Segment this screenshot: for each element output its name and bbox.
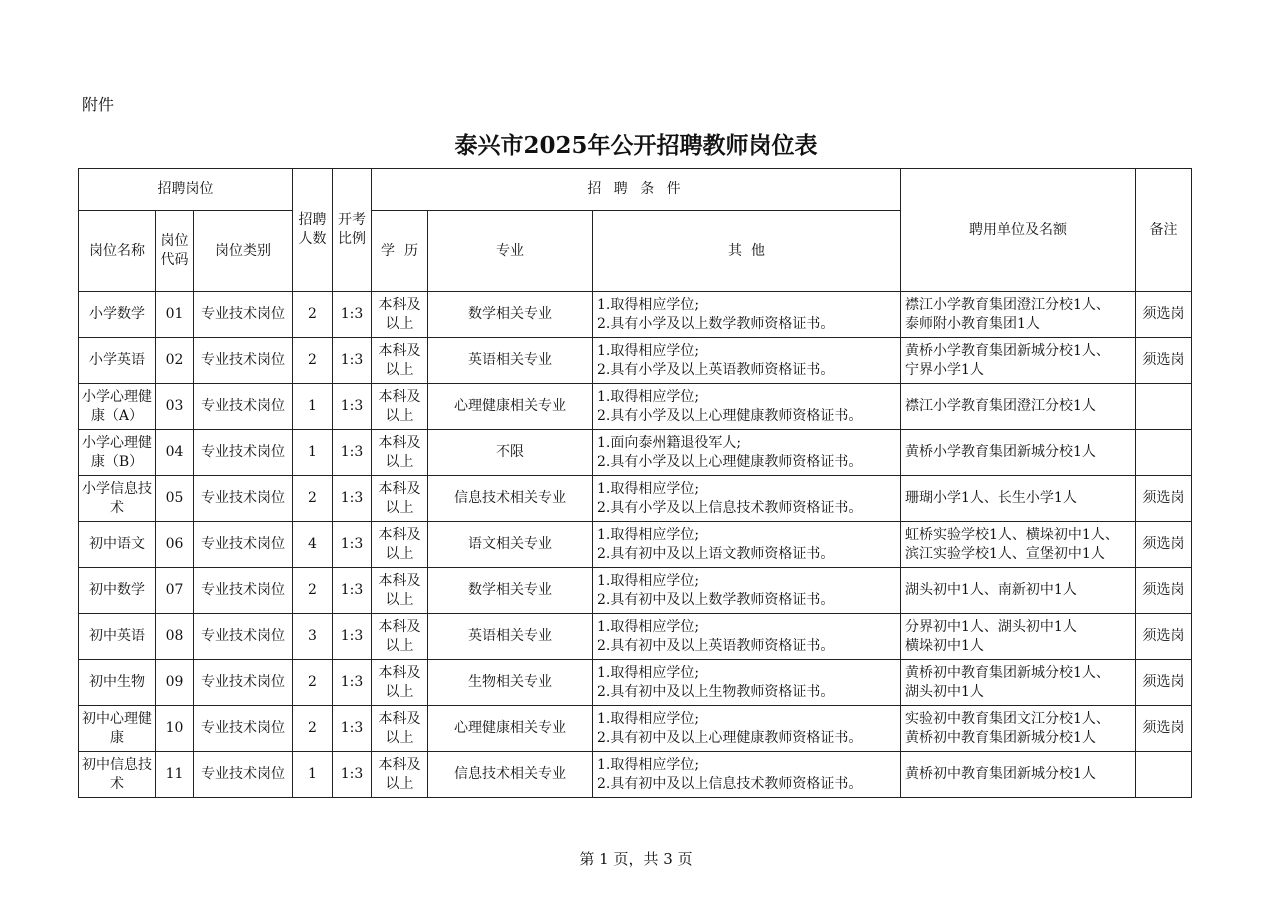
other-condition-line-2: 2.具有小学及以上心理健康教师资格证书。 xyxy=(597,407,863,424)
positions-table xyxy=(78,168,1192,798)
position-name-cell: 初中信息技术 xyxy=(79,752,156,798)
exam-ratio-cell: 1:3 xyxy=(333,660,372,706)
position-type-cell: 专业技术岗位 xyxy=(194,706,293,752)
other-condition-line-2: 2.具有初中及以上心理健康教师资格证书。 xyxy=(597,729,863,746)
other-conditions-cell xyxy=(593,522,901,568)
position-name-cell: 小学数学 xyxy=(79,292,156,338)
table-row xyxy=(79,660,1192,706)
hire-count-cell: 2 xyxy=(293,338,333,384)
employer-line-1: 黄桥小学教育集团新城分校1人 xyxy=(905,444,1096,460)
other-condition-line-2: 2.具有小学及以上英语教师资格证书。 xyxy=(597,361,835,378)
table-row xyxy=(79,430,1192,476)
employer-line-2: 横垛初中1人 xyxy=(905,637,984,654)
position-type-cell: 专业技术岗位 xyxy=(194,522,293,568)
other-condition-line-2: 2.具有小学及以上信息技术教师资格证书。 xyxy=(597,499,863,516)
remark-cell: 须选岗 xyxy=(1136,614,1192,660)
employer-line-1: 黄桥小学教育集团新城分校1人、 xyxy=(905,342,1110,359)
position-name-cell: 小学英语 xyxy=(79,338,156,384)
other-condition-line-2: 2.具有小学及以上数学教师资格证书。 xyxy=(597,315,835,332)
education-cell: 本科及以上 xyxy=(372,752,428,798)
position-name-cell: 初中生物 xyxy=(79,660,156,706)
hire-count-cell: 1 xyxy=(293,384,333,430)
other-conditions-cell xyxy=(593,384,901,430)
header-position-type: 岗位类别 xyxy=(194,211,293,292)
position-type-cell: 专业技术岗位 xyxy=(194,568,293,614)
table-row xyxy=(79,706,1192,752)
employer-cell xyxy=(901,706,1136,752)
remark-cell: 须选岗 xyxy=(1136,476,1192,522)
employer-cell xyxy=(901,568,1136,614)
exam-ratio-cell: 1:3 xyxy=(333,292,372,338)
hire-count-cell: 2 xyxy=(293,292,333,338)
position-name-cell: 初中心理健康 xyxy=(79,706,156,752)
education-cell: 本科及以上 xyxy=(372,476,428,522)
hire-count-cell: 2 xyxy=(293,660,333,706)
major-cell: 不限 xyxy=(428,430,593,476)
employer-line-1: 襟江小学教育集团澄江分校1人、 xyxy=(905,296,1110,313)
education-cell: 本科及以上 xyxy=(372,706,428,752)
other-condition-line-1: 1.取得相应学位; xyxy=(597,296,700,313)
major-cell: 心理健康相关专业 xyxy=(428,706,593,752)
education-cell: 本科及以上 xyxy=(372,338,428,384)
other-condition-line-2: 2.具有初中及以上数学教师资格证书。 xyxy=(597,591,835,608)
header-education: 学 历 xyxy=(372,211,428,292)
table-row xyxy=(79,338,1192,384)
header-remark: 备注 xyxy=(1136,169,1192,292)
employer-cell xyxy=(901,430,1136,476)
employer-line-1: 分界初中1人、湖头初中1人 xyxy=(905,618,1077,635)
other-condition-line-2: 2.具有小学及以上心理健康教师资格证书。 xyxy=(597,453,863,470)
education-cell: 本科及以上 xyxy=(372,292,428,338)
position-code-cell: 05 xyxy=(156,476,194,522)
page-title: 泰兴市2025年公开招聘教师岗位表 xyxy=(454,132,818,159)
table-row xyxy=(79,384,1192,430)
page-footer: 第 1 页，共 3 页 xyxy=(579,850,693,868)
position-type-cell: 专业技术岗位 xyxy=(194,614,293,660)
position-code-cell: 06 xyxy=(156,522,194,568)
table-row xyxy=(79,752,1192,798)
education-cell: 本科及以上 xyxy=(372,660,428,706)
header-employer: 聘用单位及名额 xyxy=(901,169,1136,292)
other-condition-line-1: 1.取得相应学位; xyxy=(597,342,700,359)
position-code-cell: 09 xyxy=(156,660,194,706)
employer-cell xyxy=(901,292,1136,338)
exam-ratio-cell: 1:3 xyxy=(333,568,372,614)
other-condition-line-1: 1.取得相应学位; xyxy=(597,756,700,773)
hire-count-cell: 1 xyxy=(293,752,333,798)
employer-cell xyxy=(901,338,1136,384)
other-condition-line-1: 1.取得相应学位; xyxy=(597,618,700,635)
employer-line-1: 珊瑚小学1人、长生小学1人 xyxy=(905,490,1077,506)
remark-cell: 须选岗 xyxy=(1136,660,1192,706)
position-name-cell: 小学心理健康（A） xyxy=(79,384,156,430)
remark-cell: 须选岗 xyxy=(1136,292,1192,338)
table-row xyxy=(79,292,1192,338)
employer-cell xyxy=(901,614,1136,660)
hire-count-cell: 2 xyxy=(293,706,333,752)
exam-ratio-cell: 1:3 xyxy=(333,706,372,752)
position-type-cell: 专业技术岗位 xyxy=(194,430,293,476)
other-condition-line-2: 2.具有初中及以上信息技术教师资格证书。 xyxy=(597,775,863,792)
position-type-cell: 专业技术岗位 xyxy=(194,660,293,706)
remark-cell xyxy=(1136,384,1192,430)
position-code-cell: 11 xyxy=(156,752,194,798)
hire-count-cell: 2 xyxy=(293,476,333,522)
employer-cell xyxy=(901,476,1136,522)
employer-line-2: 泰师附小教育集团1人 xyxy=(905,315,1040,332)
remark-cell xyxy=(1136,752,1192,798)
other-condition-line-1: 1.取得相应学位; xyxy=(597,388,700,405)
employer-cell xyxy=(901,384,1136,430)
major-cell: 心理健康相关专业 xyxy=(428,384,593,430)
employer-line-1: 襟江小学教育集团澄江分校1人 xyxy=(905,398,1096,414)
employer-line-2: 湖头初中1人 xyxy=(905,683,984,700)
employer-line-1: 黄桥初中教育集团新城分校1人 xyxy=(905,766,1096,782)
position-code-cell: 08 xyxy=(156,614,194,660)
other-condition-line-2: 2.具有初中及以上生物教师资格证书。 xyxy=(597,683,835,700)
position-type-cell: 专业技术岗位 xyxy=(194,752,293,798)
remark-cell: 须选岗 xyxy=(1136,568,1192,614)
table-row xyxy=(79,476,1192,522)
other-conditions-cell xyxy=(593,430,901,476)
position-type-cell: 专业技术岗位 xyxy=(194,384,293,430)
other-conditions-cell xyxy=(593,614,901,660)
other-condition-line-1: 1.取得相应学位; xyxy=(597,710,700,727)
education-cell: 本科及以上 xyxy=(372,430,428,476)
header-row-top xyxy=(79,169,1192,211)
position-name-cell: 初中数学 xyxy=(79,568,156,614)
exam-ratio-cell: 1:3 xyxy=(333,384,372,430)
employer-line-1: 虹桥实验学校1人、横垛初中1人、 xyxy=(905,526,1119,543)
education-cell: 本科及以上 xyxy=(372,614,428,660)
major-cell: 数学相关专业 xyxy=(428,568,593,614)
major-cell: 英语相关专业 xyxy=(428,614,593,660)
other-condition-line-2: 2.具有初中及以上英语教师资格证书。 xyxy=(597,637,835,654)
other-condition-line-1: 1.面向泰州籍退役军人; xyxy=(597,434,742,451)
position-code-cell: 01 xyxy=(156,292,194,338)
other-condition-line-1: 1.取得相应学位; xyxy=(597,664,700,681)
major-cell: 语文相关专业 xyxy=(428,522,593,568)
employer-line-2: 宁界小学1人 xyxy=(905,361,984,378)
other-conditions-cell xyxy=(593,476,901,522)
other-condition-line-1: 1.取得相应学位; xyxy=(597,480,700,497)
employer-line-2: 滨江实验学校1人、宣堡初中1人 xyxy=(905,545,1105,562)
major-cell: 信息技术相关专业 xyxy=(428,476,593,522)
header-exam-ratio: 开考比例 xyxy=(333,169,372,292)
education-cell: 本科及以上 xyxy=(372,522,428,568)
header-position-name: 岗位名称 xyxy=(79,211,156,292)
position-type-cell: 专业技术岗位 xyxy=(194,338,293,384)
employer-cell xyxy=(901,522,1136,568)
position-code-cell: 02 xyxy=(156,338,194,384)
other-condition-line-1: 1.取得相应学位; xyxy=(597,572,700,589)
exam-ratio-cell: 1:3 xyxy=(333,430,372,476)
position-name-cell: 初中英语 xyxy=(79,614,156,660)
header-group-position: 招聘岗位 xyxy=(79,169,293,211)
position-type-cell: 专业技术岗位 xyxy=(194,476,293,522)
hire-count-cell: 4 xyxy=(293,522,333,568)
employer-line-1: 实验初中教育集团文江分校1人、 xyxy=(905,710,1110,727)
exam-ratio-cell: 1:3 xyxy=(333,522,372,568)
exam-ratio-cell: 1:3 xyxy=(333,752,372,798)
employer-line-2: 黄桥初中教育集团新城分校1人 xyxy=(905,729,1096,746)
position-name-cell: 初中语文 xyxy=(79,522,156,568)
employer-line-1: 湖头初中1人、南新初中1人 xyxy=(905,582,1077,598)
attachment-label: 附件 xyxy=(82,95,115,114)
header-hire-count: 招聘人数 xyxy=(293,169,333,292)
major-cell: 生物相关专业 xyxy=(428,660,593,706)
other-condition-line-2: 2.具有初中及以上语文教师资格证书。 xyxy=(597,545,835,562)
exam-ratio-cell: 1:3 xyxy=(333,476,372,522)
position-type-cell: 专业技术岗位 xyxy=(194,292,293,338)
education-cell: 本科及以上 xyxy=(372,568,428,614)
table-row xyxy=(79,614,1192,660)
other-conditions-cell xyxy=(593,706,901,752)
header-position-code: 岗位代码 xyxy=(156,211,194,292)
major-cell: 信息技术相关专业 xyxy=(428,752,593,798)
position-code-cell: 10 xyxy=(156,706,194,752)
employer-cell xyxy=(901,660,1136,706)
exam-ratio-cell: 1:3 xyxy=(333,338,372,384)
table-row xyxy=(79,568,1192,614)
other-conditions-cell xyxy=(593,338,901,384)
header-other: 其 他 xyxy=(593,211,901,292)
remark-cell: 须选岗 xyxy=(1136,706,1192,752)
position-code-cell: 03 xyxy=(156,384,194,430)
employer-cell xyxy=(901,752,1136,798)
position-name-cell: 小学信息技术 xyxy=(79,476,156,522)
hire-count-cell: 3 xyxy=(293,614,333,660)
header-group-conditions: 招 聘 条 件 xyxy=(372,169,901,211)
position-code-cell: 04 xyxy=(156,430,194,476)
other-conditions-cell xyxy=(593,292,901,338)
header-major: 专业 xyxy=(428,211,593,292)
major-cell: 英语相关专业 xyxy=(428,338,593,384)
other-conditions-cell xyxy=(593,568,901,614)
position-name-cell: 小学心理健康（B） xyxy=(79,430,156,476)
hire-count-cell: 2 xyxy=(293,568,333,614)
other-condition-line-1: 1.取得相应学位; xyxy=(597,526,700,543)
remark-cell: 须选岗 xyxy=(1136,338,1192,384)
hire-count-cell: 1 xyxy=(293,430,333,476)
remark-cell xyxy=(1136,430,1192,476)
other-conditions-cell xyxy=(593,752,901,798)
remark-cell: 须选岗 xyxy=(1136,522,1192,568)
other-conditions-cell xyxy=(593,660,901,706)
position-code-cell: 07 xyxy=(156,568,194,614)
major-cell: 数学相关专业 xyxy=(428,292,593,338)
exam-ratio-cell: 1:3 xyxy=(333,614,372,660)
employer-line-1: 黄桥初中教育集团新城分校1人、 xyxy=(905,664,1110,681)
table-row xyxy=(79,522,1192,568)
education-cell: 本科及以上 xyxy=(372,384,428,430)
